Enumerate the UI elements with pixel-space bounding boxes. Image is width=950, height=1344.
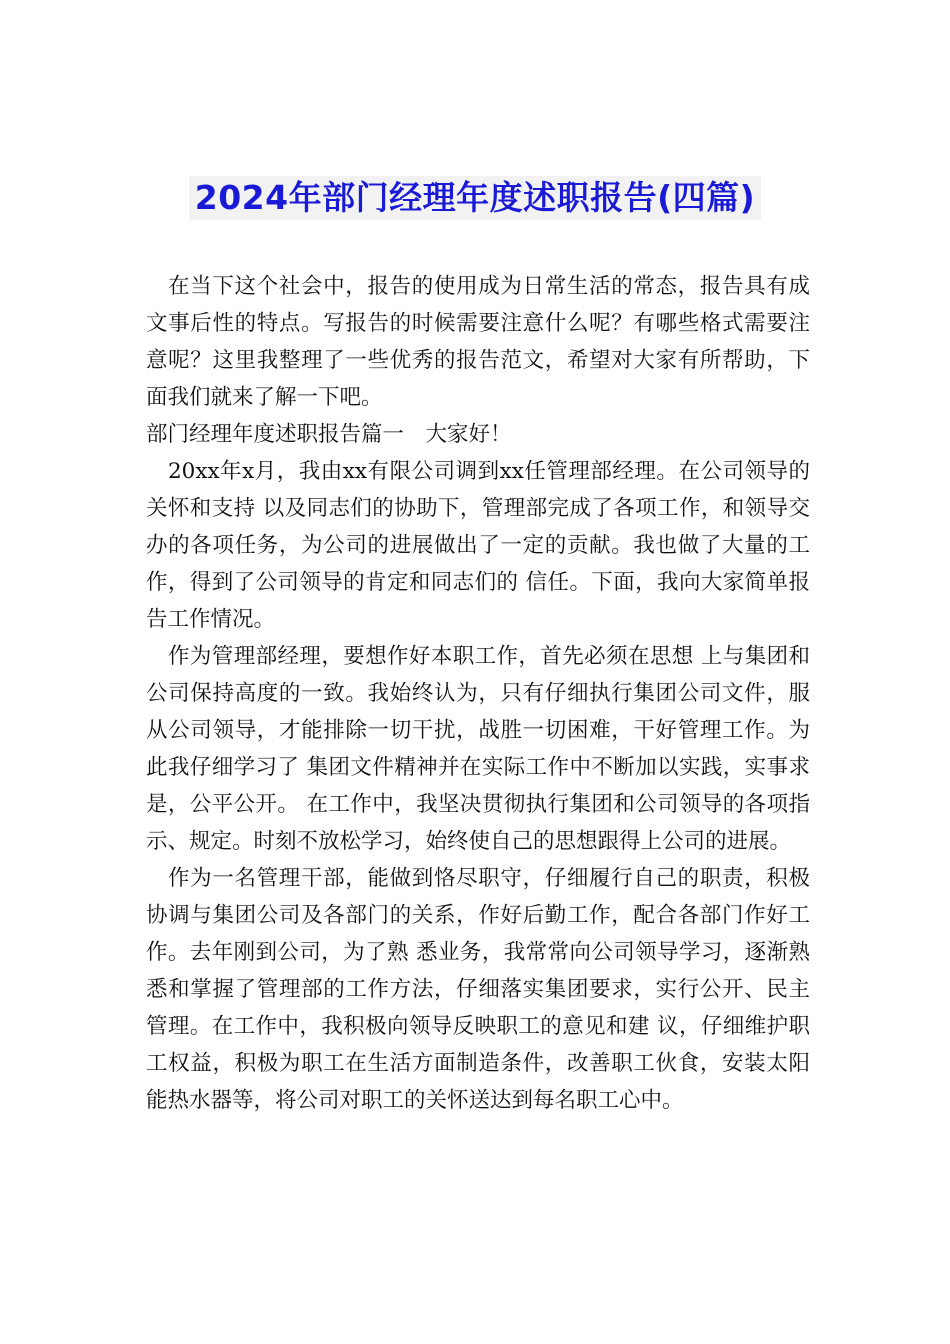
body-paragraph-1: 20xx年x月，我由xx有限公司调到xx任管理部经理。在公司领导的关怀和支持 以及同志们的协助下，管理部完成了各项工作，和领导交办的各项任务，为公司的进展做出了一定的贡献。我也做了大量的工作，得到了公司领导的肯定和同志们的 信任。下面，我向大家简单报告工作情况。	[146, 459, 810, 632]
document-body	[146, 268, 810, 1119]
intro-paragraph: 在当下这个社会中，报告的使用成为日常生活的常态，报告具有成文事后性的特点。写报告的时候需要注意什么呢？有哪些格式需要注意呢？这里我整理了一些优秀的报告范文，希望对大家有所帮助，下面我们就来了解一下吧。	[146, 274, 810, 410]
title-container	[0, 176, 950, 220]
section-heading: 部门经理年度述职报告篇一 大家好！	[146, 422, 512, 447]
body-paragraph-3: 作为一名管理干部，能做到恪尽职守，仔细履行自己的职责，积极协调与集团公司及各部门的关系，作好后勤工作，配合各部门作好工作。去年刚到公司，为了熟 悉业务，我常常向公司领导学习，逐渐熟悉和掌握了管理部的工作方法，仔细落实集团要求，实行公开、民主管理。在工作中，我积极向领导反映职工的意见和建 议，仔细维护职工权益，积极为职工在生活方面制造条件，改善职工伙食，安装太阳能热水器等，将公司对职工的关怀送达到每名职工心中。	[146, 866, 810, 1113]
document-title: 2024年部门经理年度述职报告(四篇)	[189, 176, 762, 220]
body-paragraph-2: 作为管理部经理，要想作好本职工作，首先必须在思想 上与集团和公司保持高度的一致。我始终认为，只有仔细执行集团公司文件，服从公司领导，才能排除一切干扰，战胜一切困难，干好管理工作。为此我仔细学习了 集团文件精神并在实际工作中不断加以实践，实事求是，公平公开。 在工作中，我坚决贯彻执行集团和公司领导的各项指示、规定。时刻不放松学习，始终使自己的思想跟得上公司的进展。	[146, 644, 810, 854]
